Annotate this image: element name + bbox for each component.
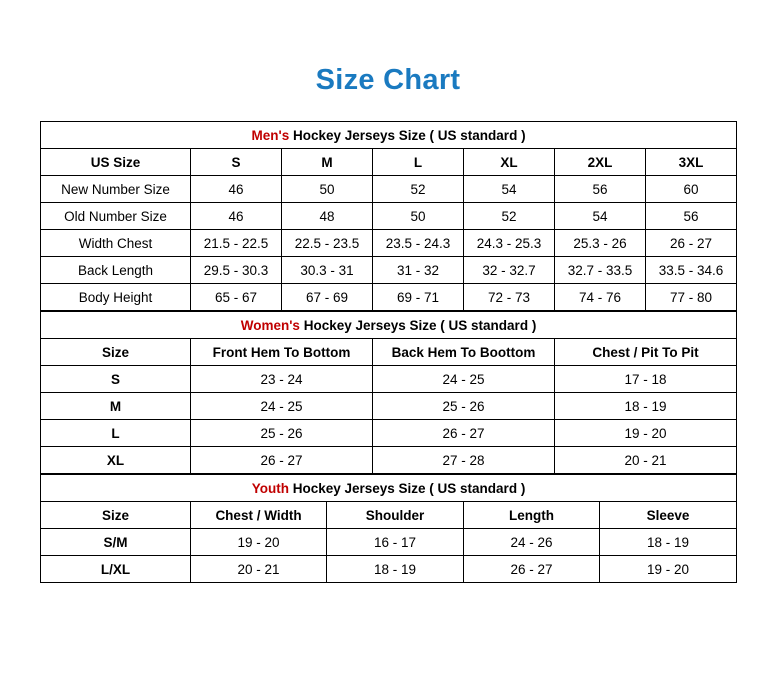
- mens-col-head-1: S: [191, 149, 282, 176]
- womens-cell-3-2: 27 - 28: [373, 447, 555, 474]
- page-title: Size Chart: [315, 64, 461, 96]
- mens-col-head-5: 2XL: [555, 149, 646, 176]
- mens-cell-1-4: 52: [464, 203, 555, 230]
- youth-header-accent: Youth: [251, 480, 289, 496]
- table-row: [41, 556, 737, 583]
- table-section-header-row: [41, 475, 737, 502]
- mens-cell-4-5: 74 - 76: [555, 284, 646, 311]
- table-row: [41, 366, 737, 393]
- womens-cell-0-1: 23 - 24: [191, 366, 373, 393]
- mens-cell-1-6: 56: [646, 203, 737, 230]
- mens-cell-3-6: 33.5 - 34.6: [646, 257, 737, 284]
- youth-cell-0-1: 19 - 20: [191, 529, 327, 556]
- womens-row-1-label: M: [41, 393, 191, 420]
- mens-col-head-6: 3XL: [646, 149, 737, 176]
- mens-header-rest: Hockey Jerseys Size ( US standard ): [289, 127, 526, 143]
- mens-cell-3-2: 30.3 - 31: [282, 257, 373, 284]
- womens-col-head-0: Size: [41, 339, 191, 366]
- youth-header-rest: Hockey Jerseys Size ( US standard ): [288, 480, 526, 496]
- youth-col-head-3: Length: [464, 502, 600, 529]
- table-row: [41, 203, 737, 230]
- mens-cell-4-2: 67 - 69: [282, 284, 373, 311]
- mens-cell-2-3: 23.5 - 24.3: [373, 230, 464, 257]
- mens-cell-4-4: 72 - 73: [464, 284, 555, 311]
- mens-cell-0-2: 50: [282, 176, 373, 203]
- womens-cell-0-2: 24 - 25: [373, 366, 555, 393]
- mens-cell-4-3: 69 - 71: [373, 284, 464, 311]
- table-row: [41, 230, 737, 257]
- womens-header-rest: Hockey Jerseys Size ( US standard ): [299, 317, 537, 333]
- table-section-header-row: [41, 312, 737, 339]
- mens-header-accent: Men's: [251, 127, 290, 143]
- mens-cell-2-4: 24.3 - 25.3: [464, 230, 555, 257]
- womens-row-3-label: XL: [41, 447, 191, 474]
- youth-col-head-4: Sleeve: [600, 502, 737, 529]
- youth-row-0-label: S/M: [41, 529, 191, 556]
- youth-cell-1-2: 18 - 19: [327, 556, 464, 583]
- table-row: [41, 420, 737, 447]
- mens-col-head-3: L: [373, 149, 464, 176]
- mens-size-table: [40, 121, 737, 311]
- mens-cell-4-6: 77 - 80: [646, 284, 737, 311]
- youth-cell-0-4: 18 - 19: [600, 529, 737, 556]
- mens-cell-0-1: 46: [191, 176, 282, 203]
- womens-header-accent: Women's: [240, 317, 300, 333]
- youth-section-header: [41, 475, 737, 502]
- table-row: [41, 502, 737, 529]
- mens-cell-1-2: 48: [282, 203, 373, 230]
- youth-cell-0-2: 16 - 17: [327, 529, 464, 556]
- mens-row-2-label: Width Chest: [41, 230, 191, 257]
- womens-cell-2-1: 25 - 26: [191, 420, 373, 447]
- youth-cell-0-3: 24 - 26: [464, 529, 600, 556]
- mens-cell-0-4: 54: [464, 176, 555, 203]
- mens-row-4-label: Body Height: [41, 284, 191, 311]
- womens-row-2-label: L: [41, 420, 191, 447]
- mens-cell-3-3: 31 - 32: [373, 257, 464, 284]
- womens-cell-1-2: 25 - 26: [373, 393, 555, 420]
- womens-cell-2-2: 26 - 27: [373, 420, 555, 447]
- youth-col-head-0: Size: [41, 502, 191, 529]
- womens-col-head-2: Back Hem To Boottom: [373, 339, 555, 366]
- womens-col-head-3: Chest / Pit To Pit: [555, 339, 737, 366]
- womens-cell-1-1: 24 - 25: [191, 393, 373, 420]
- womens-cell-3-3: 20 - 21: [555, 447, 737, 474]
- mens-section-header: [41, 122, 737, 149]
- mens-cell-2-5: 25.3 - 26: [555, 230, 646, 257]
- mens-cell-2-1: 21.5 - 22.5: [191, 230, 282, 257]
- womens-cell-0-3: 17 - 18: [555, 366, 737, 393]
- youth-cell-1-1: 20 - 21: [191, 556, 327, 583]
- womens-section-header: [41, 312, 737, 339]
- mens-cell-0-3: 52: [373, 176, 464, 203]
- mens-cell-0-5: 56: [555, 176, 646, 203]
- mens-cell-4-1: 65 - 67: [191, 284, 282, 311]
- table-row: [41, 339, 737, 366]
- table-row: [41, 529, 737, 556]
- youth-col-head-2: Shoulder: [327, 502, 464, 529]
- mens-cell-3-5: 32.7 - 33.5: [555, 257, 646, 284]
- mens-cell-3-1: 29.5 - 30.3: [191, 257, 282, 284]
- table-row: [41, 284, 737, 311]
- mens-cell-1-3: 50: [373, 203, 464, 230]
- youth-col-head-1: Chest / Width: [191, 502, 327, 529]
- mens-col-head-4: XL: [464, 149, 555, 176]
- youth-cell-1-4: 19 - 20: [600, 556, 737, 583]
- mens-cell-2-2: 22.5 - 23.5: [282, 230, 373, 257]
- youth-size-table: [40, 474, 737, 583]
- womens-cell-1-3: 18 - 19: [555, 393, 737, 420]
- table-row: [41, 257, 737, 284]
- table-row: [41, 393, 737, 420]
- mens-col-head-0: US Size: [41, 149, 191, 176]
- size-chart-container: [40, 121, 736, 583]
- youth-cell-1-3: 26 - 27: [464, 556, 600, 583]
- womens-row-0-label: S: [41, 366, 191, 393]
- mens-row-1-label: Old Number Size: [41, 203, 191, 230]
- mens-cell-0-6: 60: [646, 176, 737, 203]
- womens-cell-2-3: 19 - 20: [555, 420, 737, 447]
- table-row: [41, 447, 737, 474]
- table-section-header-row: [41, 122, 737, 149]
- table-row: [41, 149, 737, 176]
- mens-cell-2-6: 26 - 27: [646, 230, 737, 257]
- womens-size-table: [40, 311, 737, 474]
- womens-cell-3-1: 26 - 27: [191, 447, 373, 474]
- womens-col-head-1: Front Hem To Bottom: [191, 339, 373, 366]
- mens-row-0-label: New Number Size: [41, 176, 191, 203]
- mens-cell-1-1: 46: [191, 203, 282, 230]
- youth-row-1-label: L/XL: [41, 556, 191, 583]
- mens-cell-3-4: 32 - 32.7: [464, 257, 555, 284]
- table-row: [41, 176, 737, 203]
- mens-col-head-2: M: [282, 149, 373, 176]
- mens-row-3-label: Back Length: [41, 257, 191, 284]
- mens-cell-1-5: 54: [555, 203, 646, 230]
